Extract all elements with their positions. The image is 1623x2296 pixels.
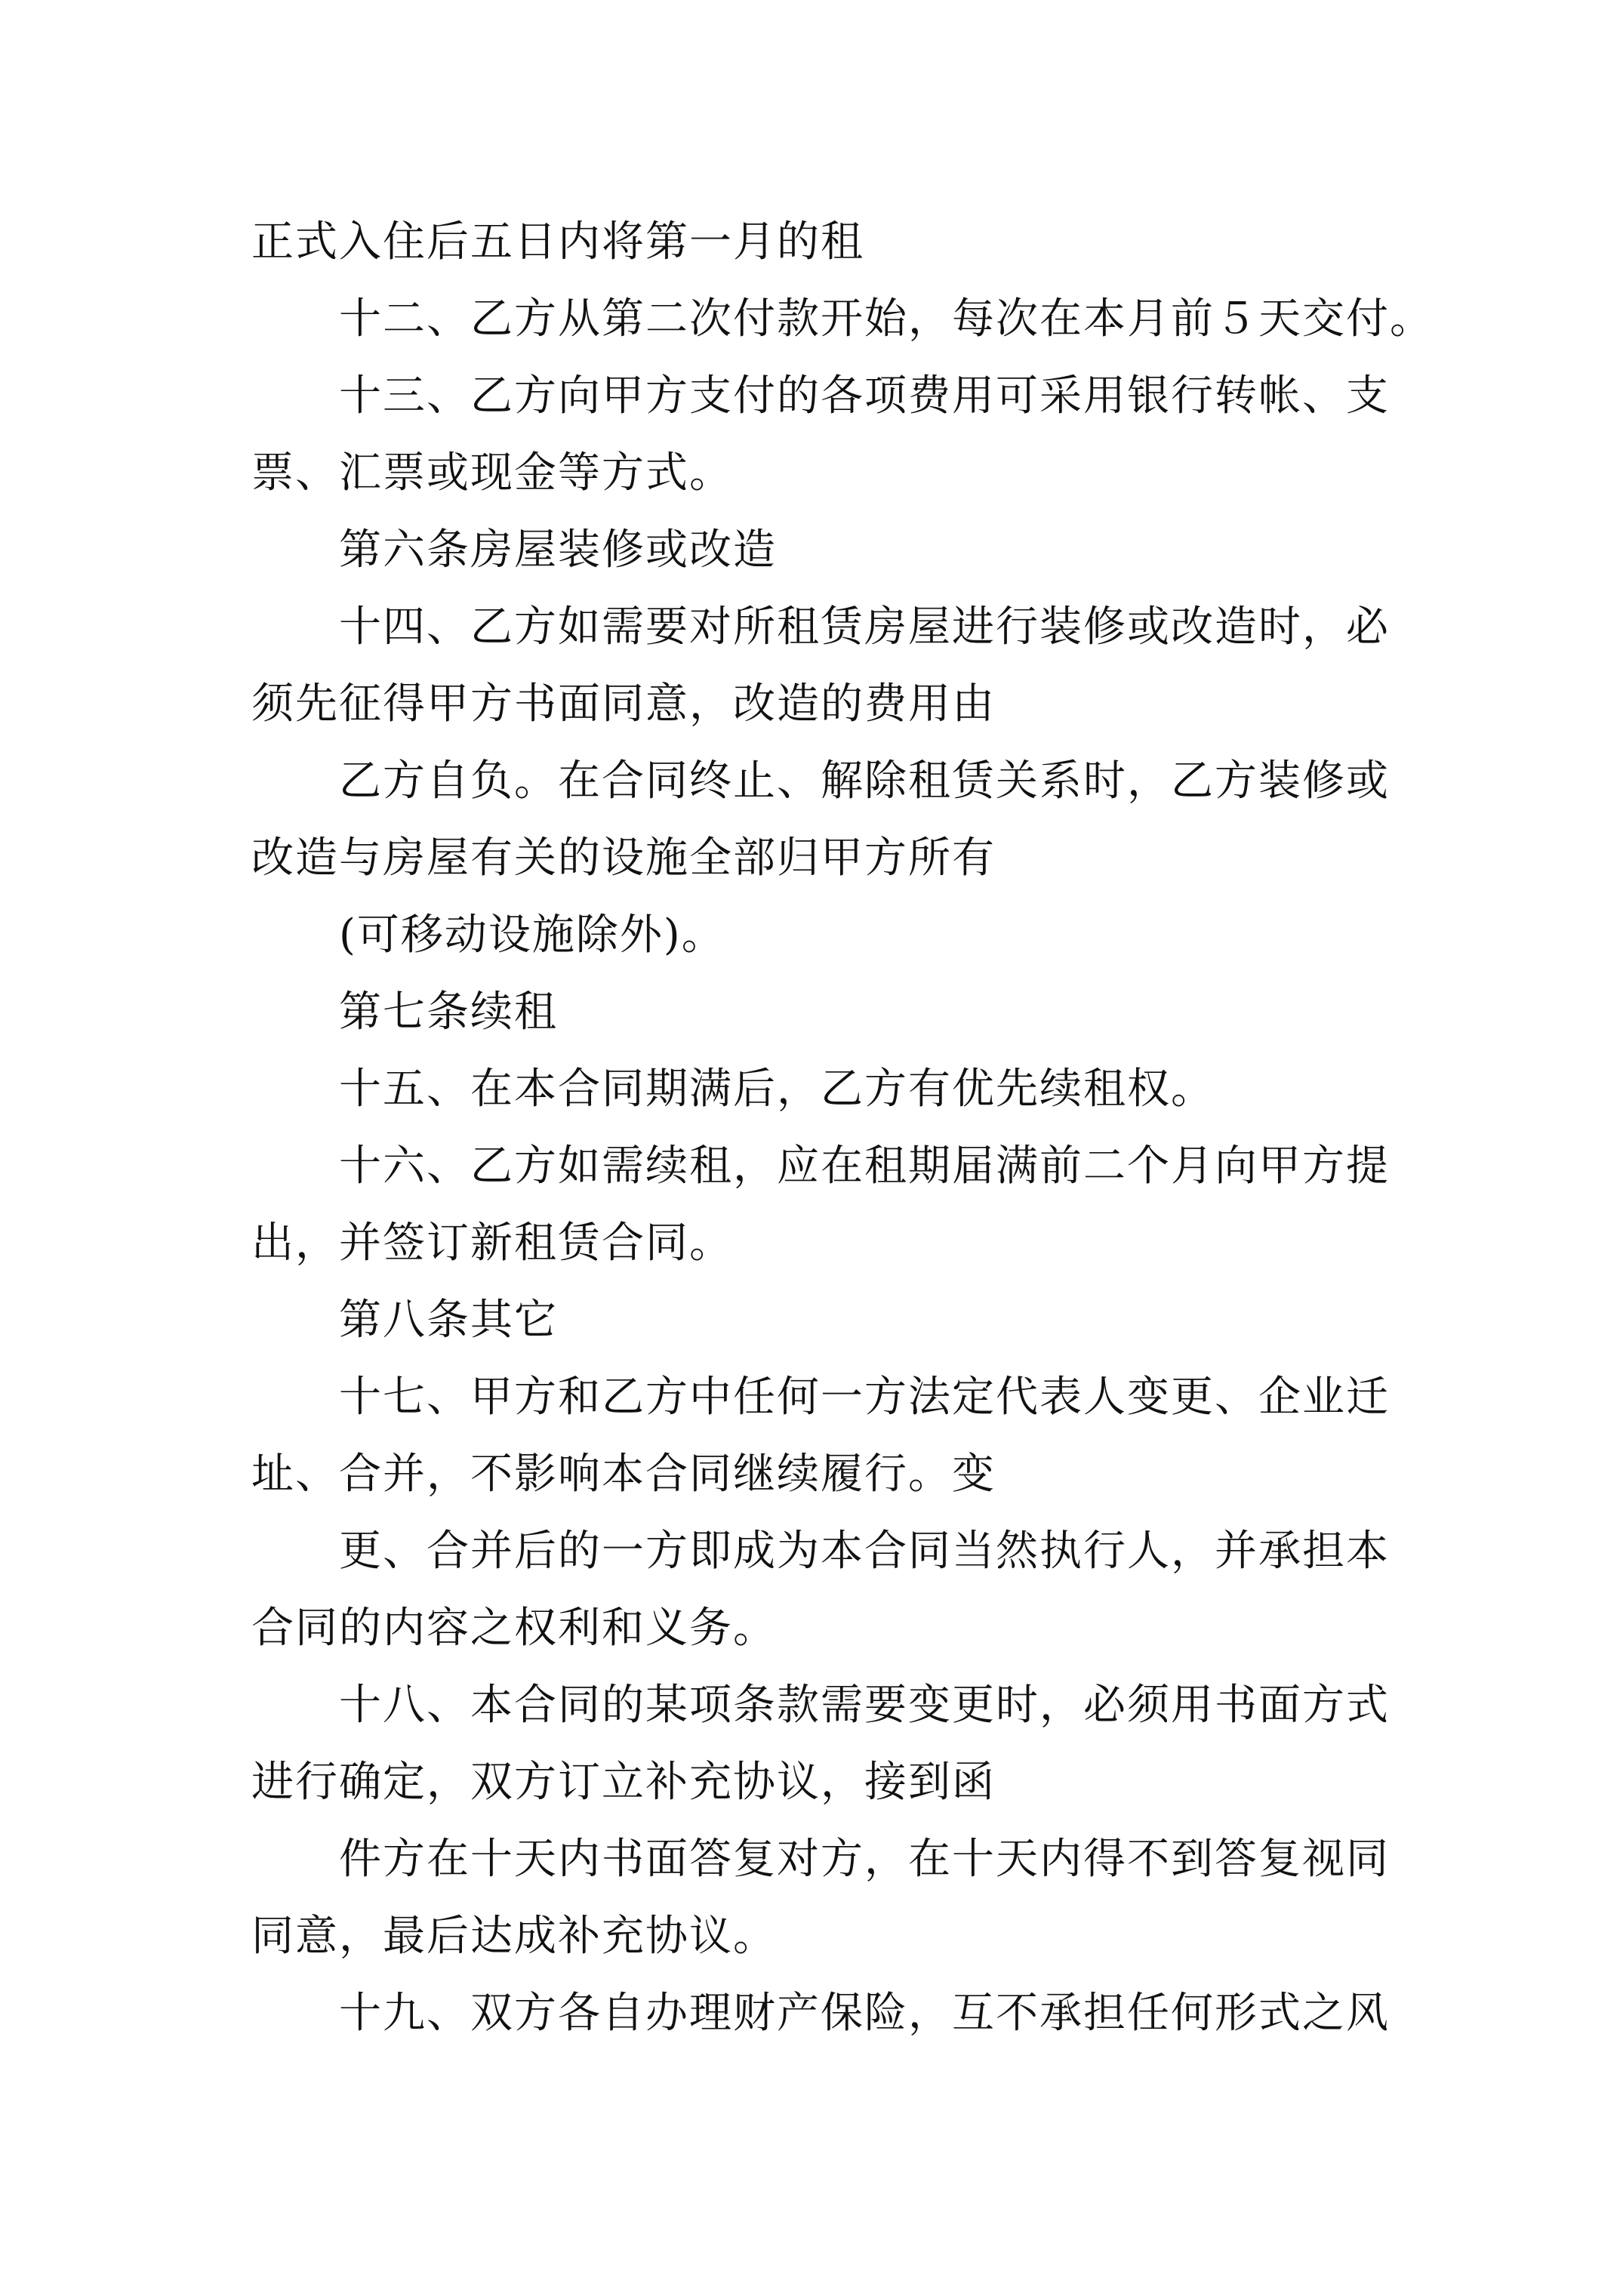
text-line: 址、合并，不影响本合同继续履行。变 [251,1450,996,1499]
text-line: 十四、乙方如需要对所租赁房屋进行装修或改造时，必 [339,603,1390,652]
section-heading: 第六条房屋装修或改造 [339,525,777,575]
text-line: 乙方自负。在合同终止、解除租赁关系时，乙方装修或 [339,757,1390,806]
text-line: 同意，最后达成补充协议。 [251,1912,777,1961]
text-line: 票、汇票或现金等方式。 [251,448,733,498]
text-line: 十二、乙方从第二次付款开始，每次在本月前５天交付。 [339,294,1434,344]
text-line: 十三、乙方向甲方支付的各项费用可采用银行转帐、支 [339,371,1390,421]
text-line: (可移动设施除外)。 [339,911,725,960]
text-line: 正式入住后五日内将第一月的租 [251,217,864,267]
text-line: 十九、双方各自办理财产保险，互不承担任何形式之风 [339,1989,1390,2038]
text-line: 件方在十天内书面答复对方，在十天内得不到答复视同 [339,1835,1390,1884]
text-line: 更、合并后的一方即成为本合同当然执行人，并承担本 [339,1527,1390,1576]
text-line: 合同的内容之权利和义务。 [251,1604,777,1653]
text-line: 十七、甲方和乙方中任何一方法定代表人变更、企业迁 [339,1373,1390,1422]
text-line: 十六、乙方如需续租，应在租期届满前二个月向甲方提 [339,1142,1390,1191]
section-heading: 第八条其它 [339,1296,558,1345]
text-line: 出，并签订新租赁合同。 [251,1219,733,1268]
text-line: 改造与房屋有关的设施全部归甲方所有 [251,834,996,883]
text-line: 十五、在本合同期满后，乙方有优先续租权。 [339,1065,1215,1114]
text-line: 须先征得甲方书面同意，改造的费用由 [251,680,996,729]
text-line: 十八、本合同的某项条款需要变更时，必须用书面方式 [339,1681,1390,1730]
section-heading: 第七条续租 [339,988,558,1037]
text-line: 进行确定，双方订立补充协议，接到函 [251,1758,996,1807]
